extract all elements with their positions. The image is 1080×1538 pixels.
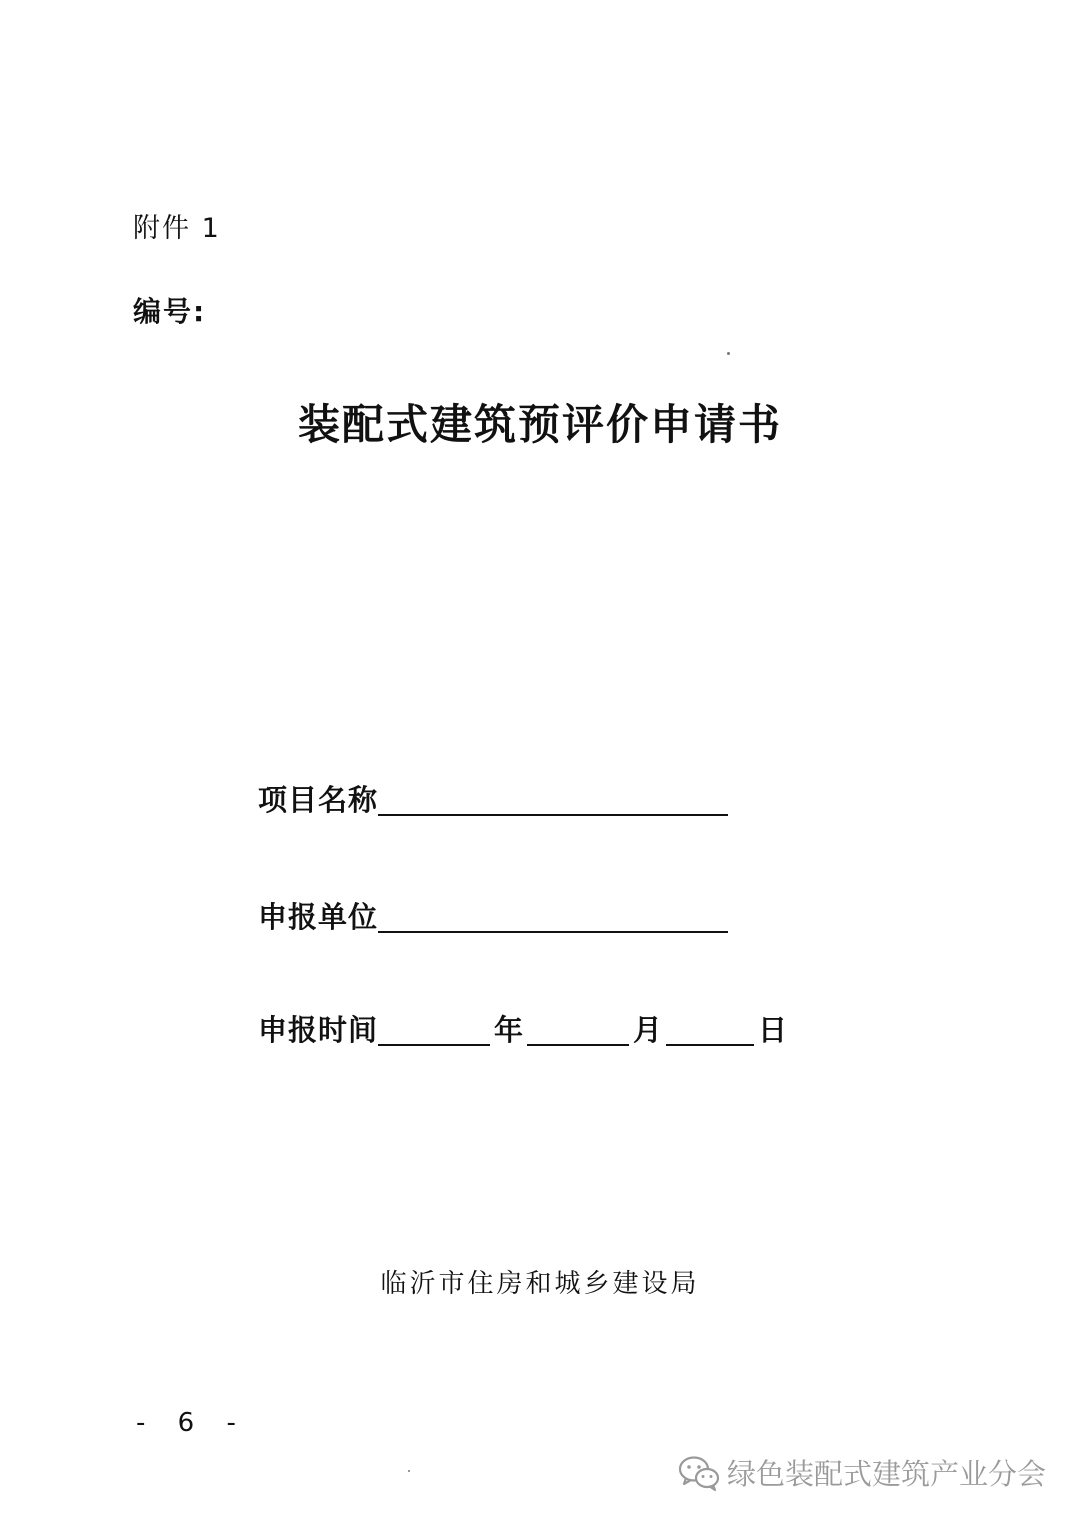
wechat-watermark [677,1452,1046,1493]
year-unit: 年 [494,1013,524,1047]
applicant-unit-blank-line [378,899,728,933]
month-blank-line [527,1012,629,1046]
application-date-row [258,1000,791,1050]
scan-speck [408,1470,410,1472]
project-name-label: 项目名称 [258,783,379,817]
day-unit: 日 [758,1013,788,1047]
issuing-authority: 临沂市住房和城乡建设局 [380,1269,700,1299]
scan-speck [727,352,730,355]
attachment-label: 附件 1 [133,213,221,244]
wechat-icon [677,1453,721,1493]
application-date-label: 申报时间 [258,1013,379,1047]
watermark-text: 绿色装配式建筑产业分会 [726,1457,1046,1491]
month-unit: 月 [633,1013,663,1047]
project-name-row [258,770,728,820]
document-number-label: 编号: [133,295,207,328]
project-name-blank-line [378,782,728,816]
applicant-unit-row [258,887,728,937]
page-number: - 6 - [136,1408,248,1438]
document-title: 装配式建筑预评价申请书 [297,400,782,449]
applicant-unit-label: 申报单位 [258,900,379,934]
year-blank-line [378,1012,490,1046]
day-blank-line [666,1012,754,1046]
